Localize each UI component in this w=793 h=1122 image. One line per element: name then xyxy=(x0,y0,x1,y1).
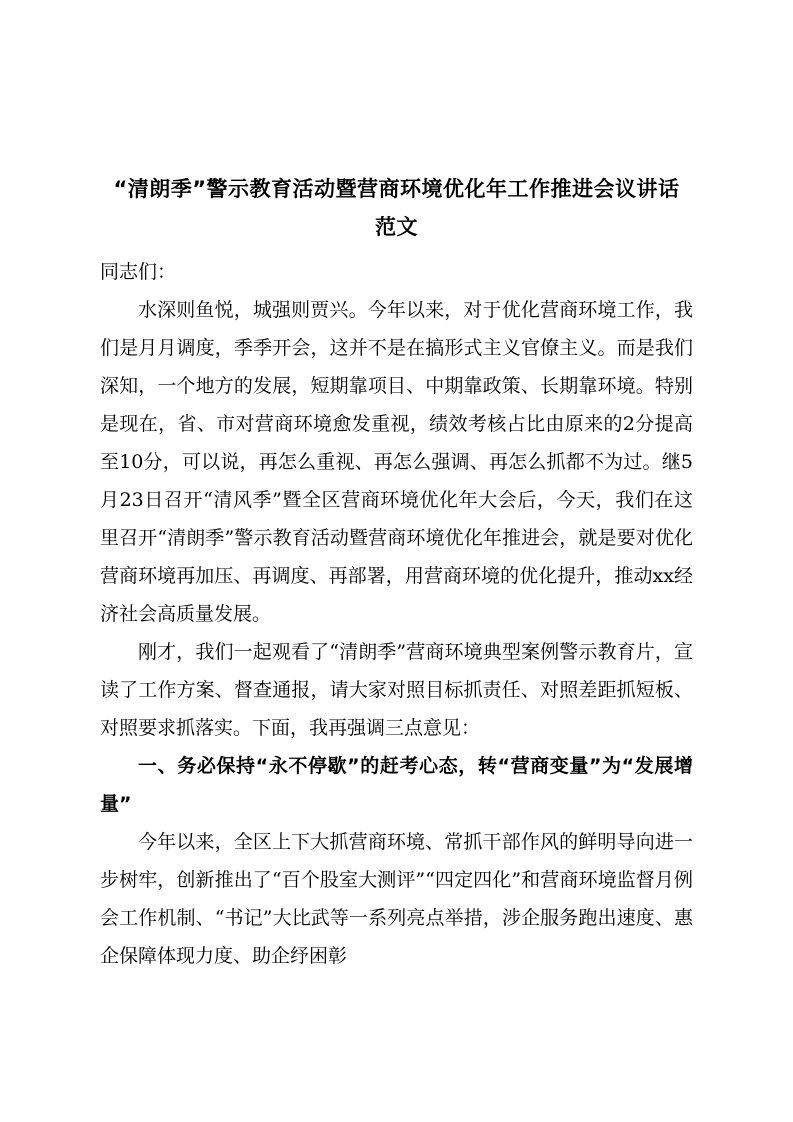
paragraph-2: 刚才，我们一起观看了“清朗季”营商环境典型案例警示教育片，宣读了工作方案、督查通报，请大家对照目标抓责任、对照差距抓短板、对照要求抓落实。下面，我再强调三点意见： xyxy=(100,641,693,739)
paragraph-3: 今年以来，全区上下大抓营商环境、常抓干部作风的鲜明导向进一步树牢，创新推出了“百个股室大测评”“四定四化”和营商环境监督月例会工作机制、“书记”大比武等一系列亮点举措，涉企服务跑出速度、惠企保障体现力度、助企纾困彰 xyxy=(100,831,693,967)
document-title xyxy=(100,170,693,246)
salutation: 同志们： xyxy=(100,261,177,283)
document-body xyxy=(100,253,693,975)
title-line-2: 范文 xyxy=(375,215,418,239)
paragraph-1: 水深则鱼悦，城强则贾兴。今年以来，对于优化营商环境工作，我们是月月调度，季季开会，这并不是在搞形式主义官僚主义。而是我们深知，一个地方的发展，短期靠项目、中期靠政策、长期靠环境。特别是现在，省、市对营商环境愈发重视，绩效考核占比由原来的2分提高至10分，可以说，再怎么重视、再怎么强调、再怎么抓都不为过。继5月23日召开“清风季”暨全区营商环境优化年大会后，今天，我们在这里召开“清朗季”警示教育活动暨营商环境优化年推进会，就是要对优化营商环境再加压、再调度、再部署，用营商环境的优化提升，推动xx经济社会高质量发展。 xyxy=(100,299,693,625)
title-line-1: “清朗季”警示教育活动暨营商环境优化年工作推进会议讲话 xyxy=(113,177,680,201)
section-heading-1: 一、务必保持“永不停歇”的赶考心态，转“营商变量”为“发展增量” xyxy=(100,755,693,815)
